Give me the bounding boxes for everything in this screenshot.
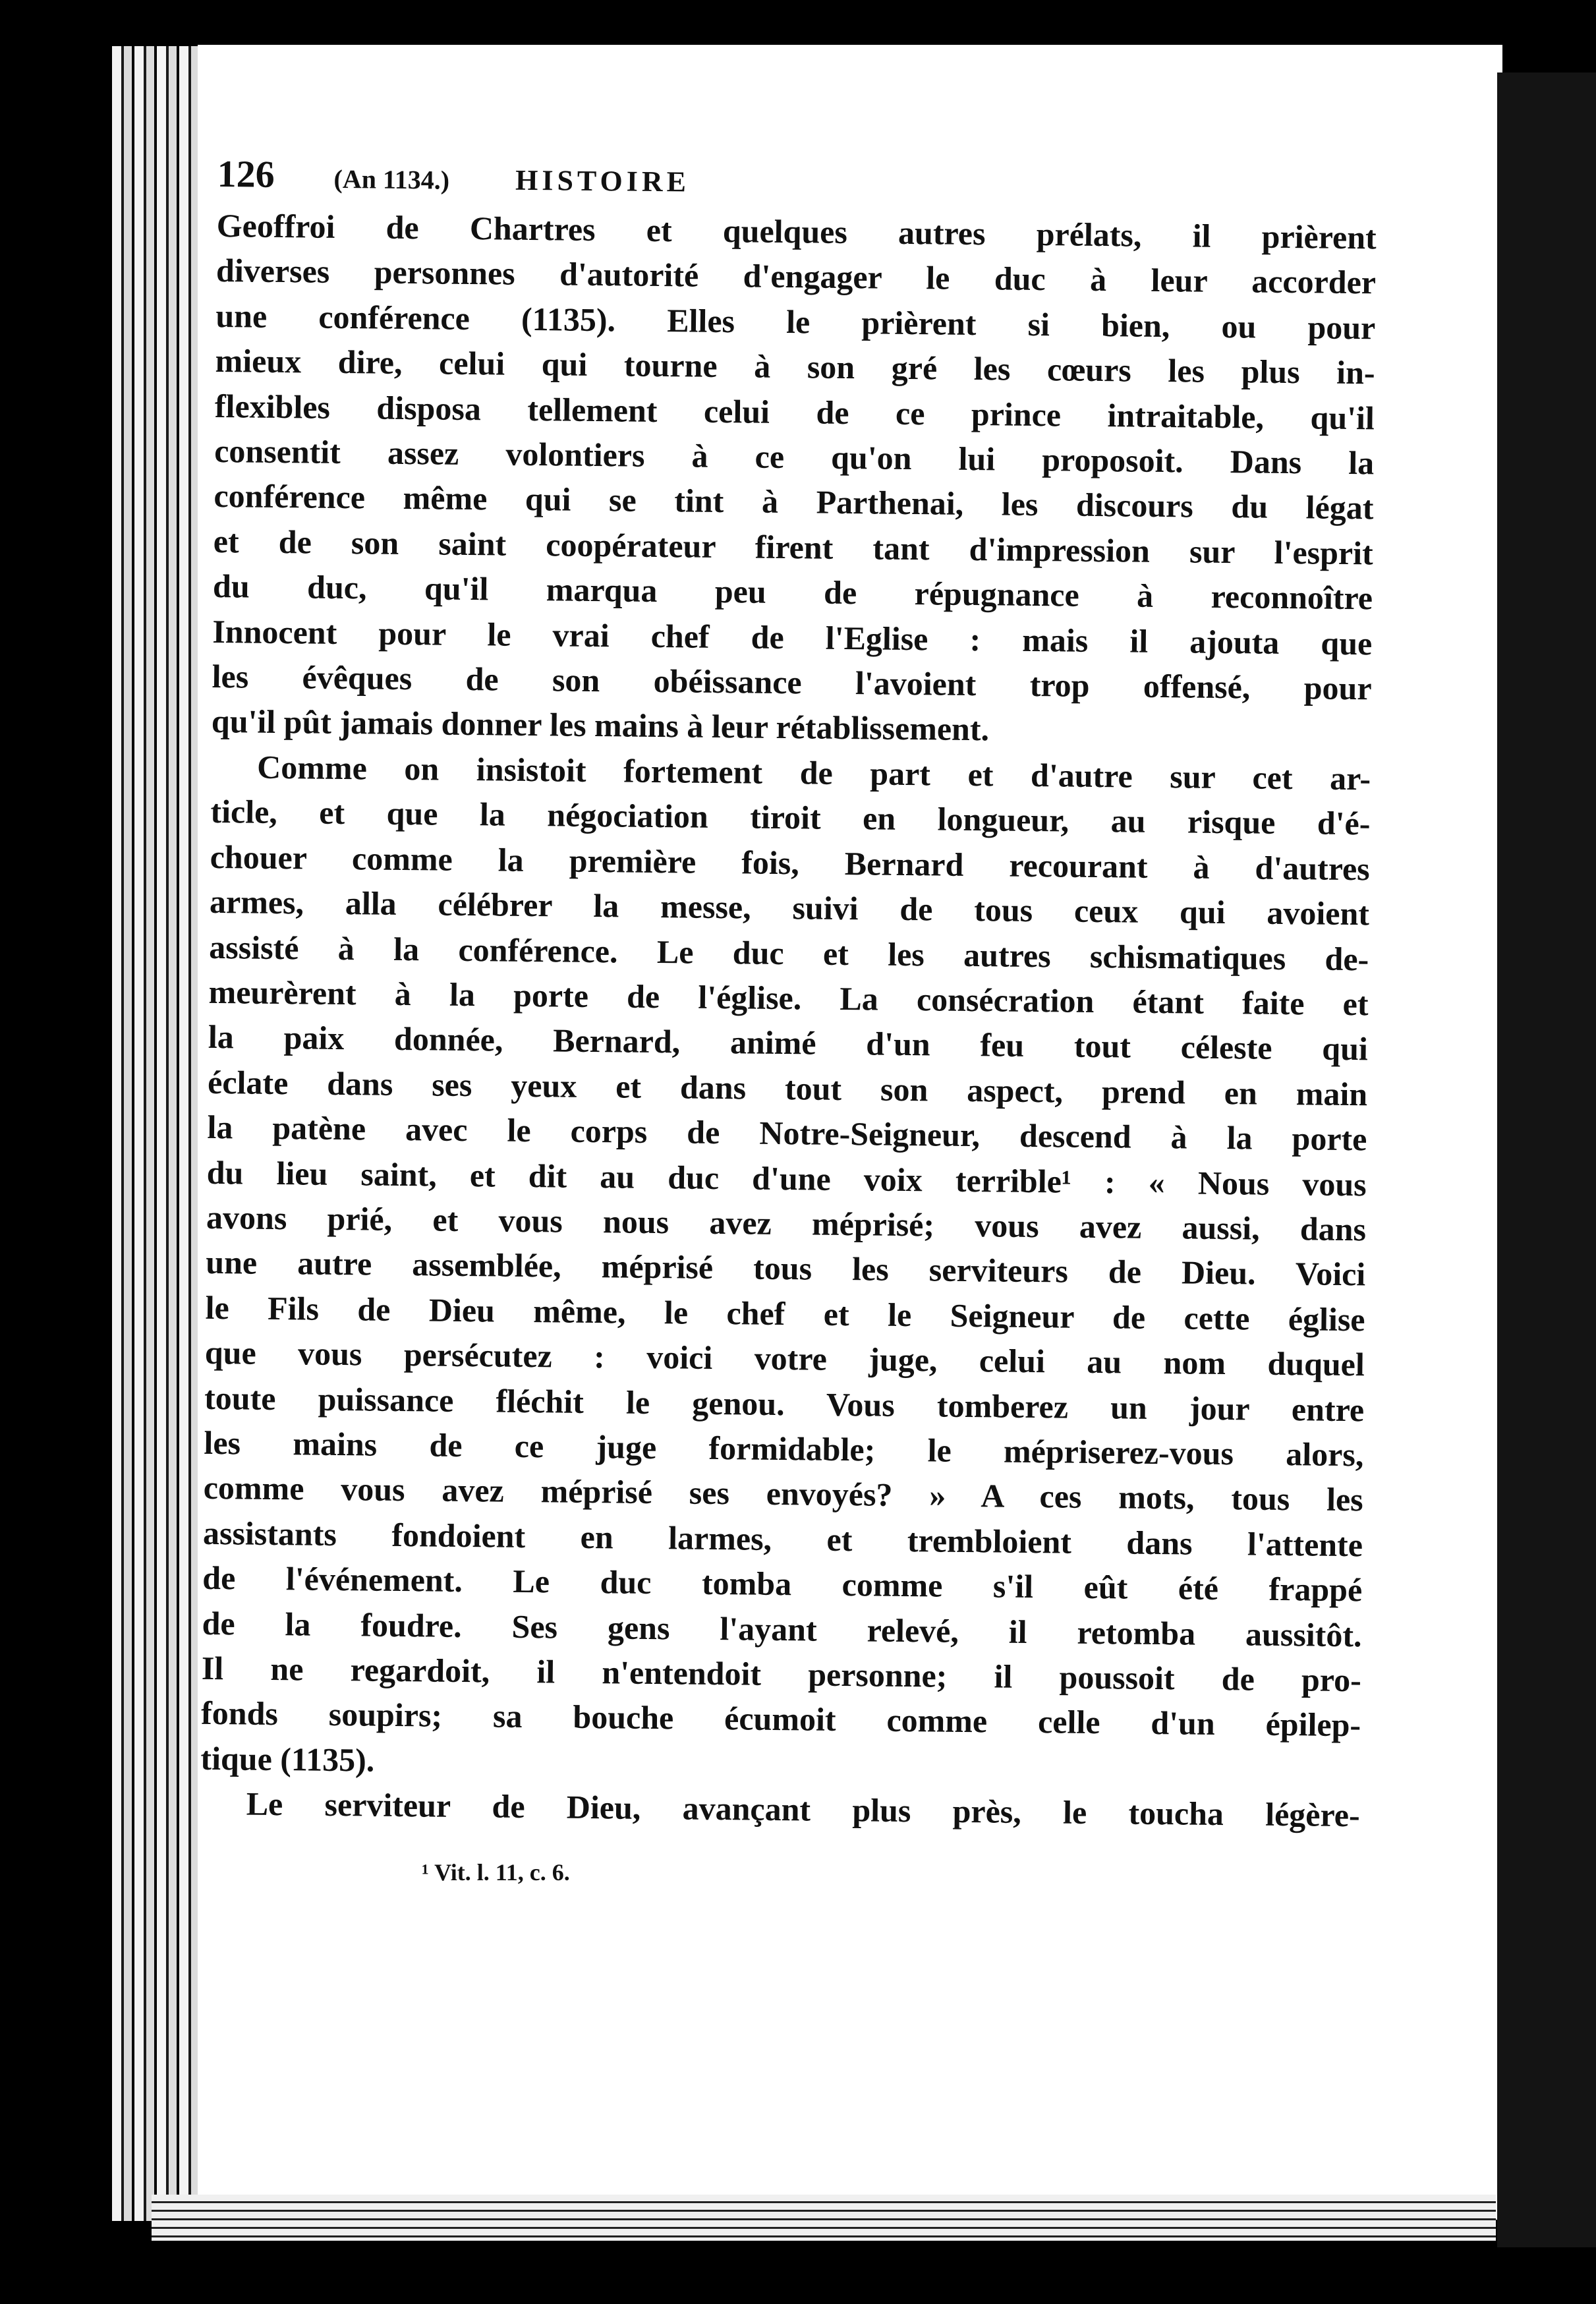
text-line: et de son saint coopérateur firent tant d'impression sur l'esprit xyxy=(213,522,1374,572)
text-line: consentit assez volontiers à ce qu'on lui proposoit. Dans la xyxy=(214,432,1375,482)
text-line: comme vous avez méprisé ses envoyés? » A ces mots, tous les xyxy=(203,1469,1363,1518)
paragraph-2 xyxy=(200,744,1371,1793)
text-line: du duc, qu'il marqua peu de répugnance à reconnoître xyxy=(212,567,1373,617)
text-line: Innocent pour le vrai chef de l'Eglise : mais il ajouta que xyxy=(212,612,1373,662)
page-edges-bottom xyxy=(152,2195,1496,2241)
text-line: toute puissance fléchit le genou. Vous tomberez un jour entre xyxy=(204,1379,1365,1428)
text-line: de la foudre. Ses gens l'ayant relevé, il retomba aussitôt. xyxy=(202,1604,1362,1654)
paragraph-1 xyxy=(212,203,1377,756)
text-line: armes, alla célébrer la messe, suivi de tous ceux qui avoient xyxy=(209,883,1370,933)
text-line: Le serviteur de Dieu, avançant plus près, le toucha légère- xyxy=(246,1785,1360,1834)
text-line: Comme on insistoit fortement de part et d'autre sur cet ar- xyxy=(256,748,1371,797)
text-line: le Fils de Dieu même, le chef et le Seigneur de cette église xyxy=(205,1288,1365,1339)
text-line: flexibles disposa tellement celui de ce prince intraitable, qu'il xyxy=(214,387,1375,437)
text-line: qu'il pût jamais donner les mains à leur rétablissement. xyxy=(211,703,990,748)
text-line: Geoffroi de Chartres et quelques autres prélats, il prièrent xyxy=(216,206,1377,256)
text-line: mieux dire, celui qui tourne à son gré les cœurs les plus in- xyxy=(215,342,1375,391)
page-edges-left xyxy=(112,46,198,2221)
text-line: conférence même qui se tint à Parthenai, les discours du légat xyxy=(214,477,1374,527)
text-line: avons prié, et vous nous avez méprisé; vous avez aussi, dans xyxy=(206,1198,1367,1248)
text-block xyxy=(200,152,1377,1838)
text-line: assistants fondoient en larmes, et trembloient dans l'attente xyxy=(202,1514,1363,1564)
text-line: que vous persécutez : voici votre juge, celui au nom duquel xyxy=(204,1334,1365,1383)
text-line: fonds soupirs; sa bouche écumoit comme celle d'un épilep- xyxy=(200,1694,1361,1744)
text-line: chouer comme la première fois, Bernard recourant à d'autres xyxy=(210,838,1370,888)
text-line: diverses personnes d'autorité d'engager le duc à leur accorder xyxy=(215,252,1377,301)
text-line: du lieu saint, et dit au duc d'une voix terrible¹ : « Nous vous xyxy=(206,1153,1367,1203)
text-line: les évêques de son obéissance l'avoient trop offensé, pour xyxy=(212,658,1372,707)
text-line: Il ne regardoit, il n'entendoit personne; il poussoit de pro- xyxy=(201,1649,1362,1699)
text-line: de l'événement. Le duc tomba comme s'il eût été frappé xyxy=(202,1559,1363,1609)
text-line: assisté à la conférence. Le duc et les autres schismatiques de- xyxy=(209,928,1369,977)
running-head-year: (An 1134.) xyxy=(333,163,450,195)
footnote: ¹ Vit. l. 11, c. 6. xyxy=(422,1859,570,1886)
text-line: les mains de ce juge formidable; le mépriserez-vous alors, xyxy=(204,1424,1364,1474)
text-line: la patène avec le corps de Notre-Seigneur, descend à la porte xyxy=(207,1109,1367,1158)
text-line: une conférence (1135). Elles le prièrent si bien, ou pour xyxy=(215,297,1376,347)
text-line: la paix donnée, Bernard, animé d'un feu tout céleste qui xyxy=(208,1018,1369,1068)
text-line: éclate dans ses yeux et dans tout son aspect, prend en main xyxy=(207,1063,1368,1113)
page-number: 126 xyxy=(217,152,275,196)
text-line: une autre assemblée, méprisé tous les serviteurs de Dieu. Voici xyxy=(206,1244,1366,1293)
text-line: tique (1135). xyxy=(200,1739,375,1779)
text-line: ticle, et que la négociation tiroit en longueur, au risque d'é- xyxy=(210,793,1371,842)
text-line: meurèrent à la porte de l'église. La consécration étant faite et xyxy=(208,973,1369,1023)
scan-border-right xyxy=(1497,72,1596,2247)
running-head-title: HISTOIRE xyxy=(515,163,691,198)
